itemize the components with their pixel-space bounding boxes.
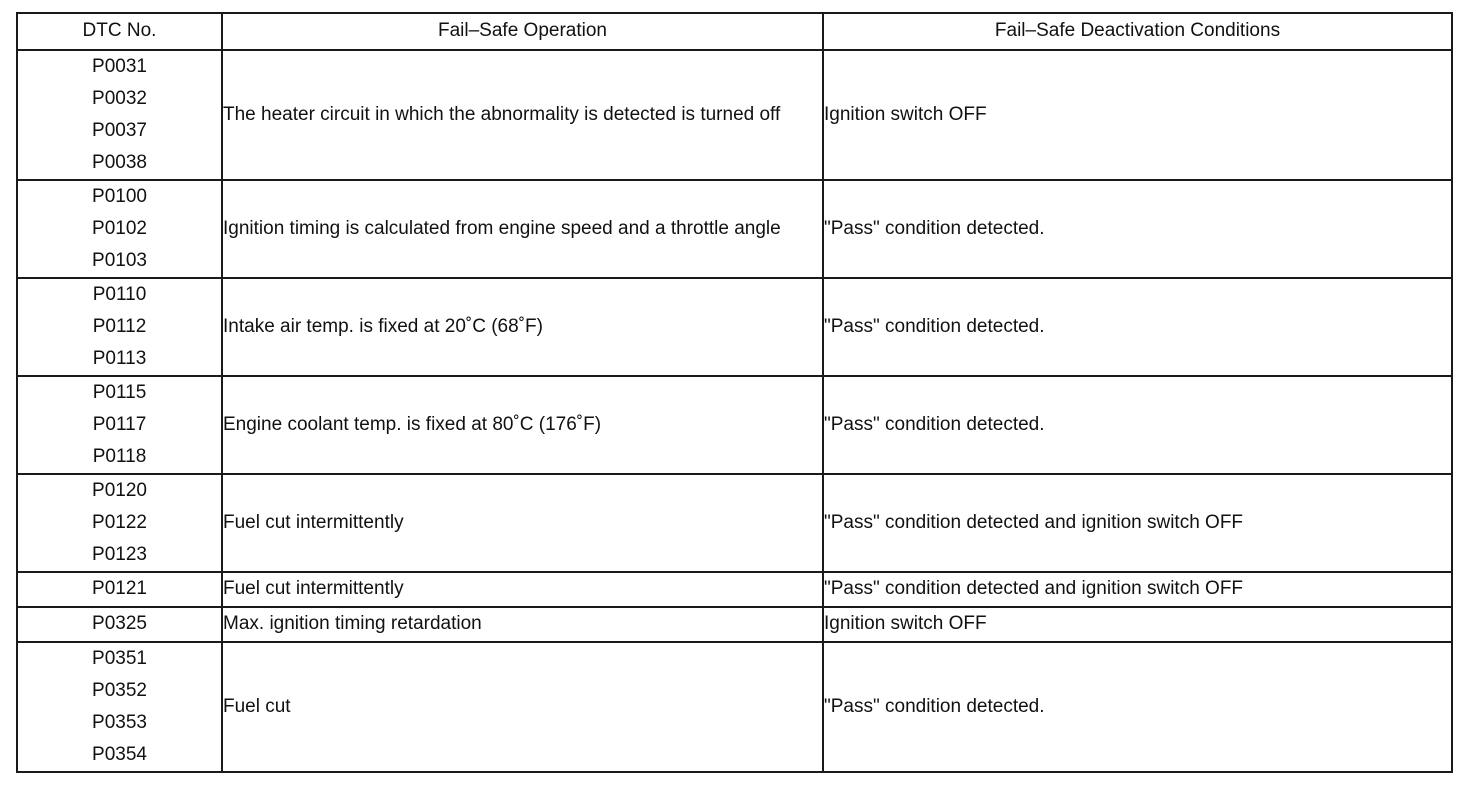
- dtc-code: P0121: [92, 578, 147, 600]
- table-row: [17, 376, 1452, 474]
- dtc-code: P0031: [92, 56, 147, 77]
- deactivation-condition-cell: Ignition switch OFF: [823, 50, 1452, 180]
- dtc-codes-cell: [17, 278, 222, 376]
- deactivation-condition-cell: Ignition switch OFF: [823, 607, 1452, 642]
- dtc-code: P0038: [92, 152, 147, 173]
- dtc-codes-cell: [17, 50, 222, 180]
- dtc-codes-cell: [17, 607, 222, 642]
- table-row: [17, 607, 1452, 642]
- deactivation-condition-cell: "Pass" condition detected.: [823, 180, 1452, 278]
- dtc-code: P0100: [92, 186, 147, 207]
- dtc-codes-cell: [17, 474, 222, 572]
- dtc-code: P0110: [92, 284, 147, 305]
- dtc-code: P0102: [92, 218, 147, 239]
- fail-safe-operation-cell: Fuel cut intermittently: [222, 474, 823, 572]
- dtc-code: P0353: [92, 712, 147, 733]
- dtc-code: P0118: [92, 446, 147, 467]
- dtc-codes-cell: [17, 642, 222, 772]
- deactivation-condition-cell: "Pass" condition detected and ignition switch OFF: [823, 474, 1452, 572]
- dtc-code: P0120: [92, 480, 147, 501]
- deactivation-condition-cell: "Pass" condition detected.: [823, 376, 1452, 474]
- dtc-code: P0325: [92, 613, 147, 635]
- fail-safe-operation-cell: Max. ignition timing retardation: [222, 607, 823, 642]
- dtc-codes-cell: [17, 376, 222, 474]
- dtc-code: P0352: [92, 680, 147, 701]
- table-row: [17, 572, 1452, 607]
- fail-safe-table: [16, 12, 1453, 773]
- dtc-code: P0115: [92, 382, 147, 403]
- deactivation-condition-cell: "Pass" condition detected.: [823, 278, 1452, 376]
- table-row: [17, 642, 1452, 772]
- header-dtc-no: DTC No.: [17, 13, 222, 50]
- dtc-code: P0117: [92, 414, 147, 435]
- dtc-code: P0103: [92, 250, 147, 271]
- dtc-code: P0351: [92, 648, 147, 669]
- dtc-code: P0037: [92, 120, 147, 141]
- fail-safe-operation-cell: Fuel cut: [222, 642, 823, 772]
- fail-safe-operation-cell: Ignition timing is calculated from engine speed and a throttle angle: [222, 180, 823, 278]
- fail-safe-operation-cell: The heater circuit in which the abnormality is detected is turned off: [222, 50, 823, 180]
- dtc-code: P0122: [92, 512, 147, 533]
- deactivation-condition-cell: "Pass" condition detected and ignition switch OFF: [823, 572, 1452, 607]
- fail-safe-operation-cell: Fuel cut intermittently: [222, 572, 823, 607]
- dtc-code: P0112: [92, 316, 147, 337]
- dtc-code: P0113: [92, 348, 147, 369]
- dtc-codes-cell: [17, 180, 222, 278]
- fail-safe-operation-cell: Engine coolant temp. is fixed at 80˚C (176˚F): [222, 376, 823, 474]
- header-deactivation-conditions: Fail–Safe Deactivation Conditions: [823, 13, 1452, 50]
- dtc-code: P0354: [92, 744, 147, 765]
- table-row: [17, 474, 1452, 572]
- dtc-codes-cell: [17, 572, 222, 607]
- fail-safe-operation-cell: Intake air temp. is fixed at 20˚C (68˚F): [222, 278, 823, 376]
- table-row: [17, 278, 1452, 376]
- dtc-code: P0032: [92, 88, 147, 109]
- header-fail-safe-operation: Fail–Safe Operation: [222, 13, 823, 50]
- table-row: [17, 180, 1452, 278]
- table-row: [17, 50, 1452, 180]
- header-row: [17, 13, 1452, 50]
- deactivation-condition-cell: "Pass" condition detected.: [823, 642, 1452, 772]
- dtc-code: P0123: [92, 544, 147, 565]
